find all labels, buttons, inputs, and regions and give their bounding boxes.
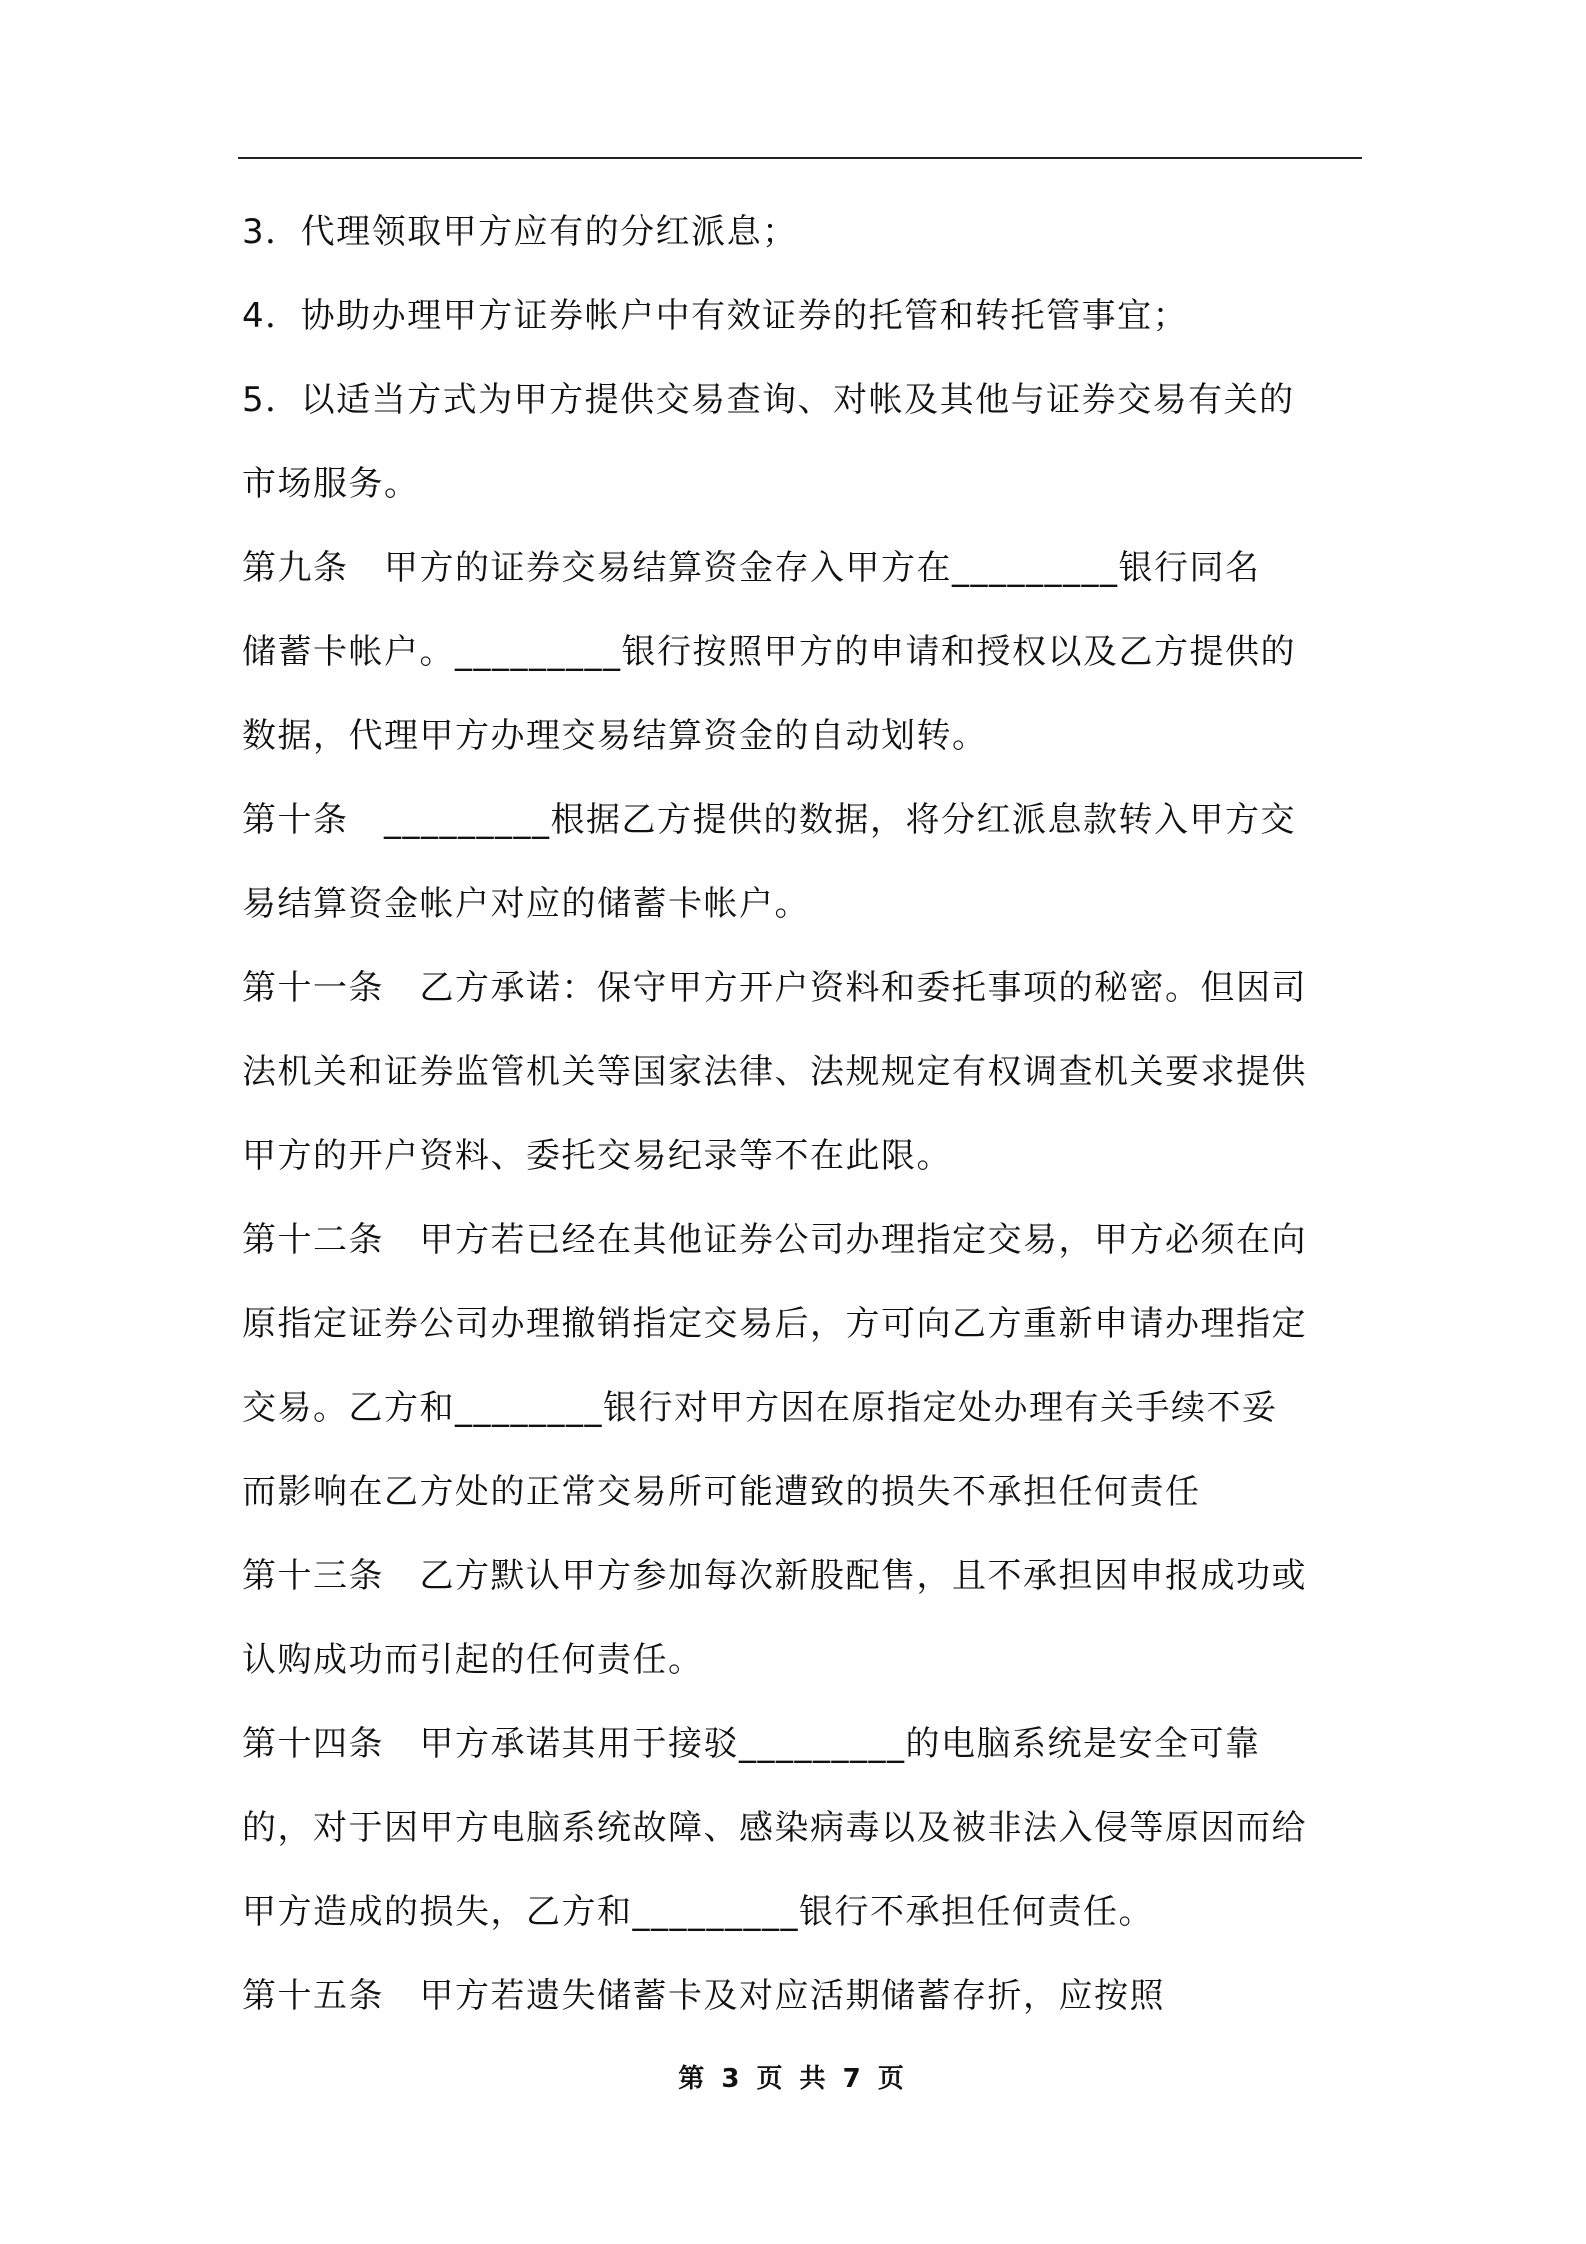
- body-line: 的，对于因甲方电脑系统故障、感染病毒以及被非法入侵等原因而给: [242, 1808, 1307, 1848]
- header-rule: [238, 157, 1362, 159]
- body-line: 数据，代理甲方办理交易结算资金的自动划转。: [242, 716, 988, 756]
- body-line: 市场服务。: [242, 464, 420, 504]
- body-line: 甲方的开户资料、委托交易纪录等不在此限。: [242, 1136, 952, 1176]
- body-line: 5．以适当方式为甲方提供交易查询、对帐及其他与证券交易有关的: [242, 380, 1295, 420]
- body-line: 易结算资金帐户对应的储蓄卡帐户。: [242, 884, 810, 924]
- body-line: 储蓄卡帐户。_________银行按照甲方的申请和授权以及乙方提供的: [242, 632, 1296, 672]
- body-line: 甲方造成的损失，乙方和_________银行不承担任何责任。: [242, 1892, 1154, 1932]
- article-15-line: 第十五条 甲方若遗失储蓄卡及对应活期储蓄存折，应按照: [242, 1976, 1165, 2016]
- body-line: 而影响在乙方处的正常交易所可能遭致的损失不承担任何责任: [242, 1472, 1201, 1512]
- body-line: 交易。乙方和________银行对甲方因在原指定处办理有关手续不妥: [242, 1388, 1278, 1428]
- article-12-line: 第十二条 甲方若已经在其他证券公司办理指定交易，甲方必须在向: [242, 1220, 1307, 1260]
- article-14-line: 第十四条 甲方承诺其用于接驳_________的电脑系统是安全可靠: [242, 1724, 1261, 1764]
- article-9-line: 第九条 甲方的证券交易结算资金存入甲方在_________银行同名: [242, 548, 1261, 588]
- page-number: 第 3 页 共 7 页: [678, 2064, 908, 2094]
- article-11-line: 第十一条 乙方承诺：保守甲方开户资料和委托事项的秘密。但因司: [242, 968, 1307, 1008]
- body-line: 原指定证券公司办理撤销指定交易后，方可向乙方重新申请办理指定: [242, 1304, 1307, 1344]
- body-line: 4．协助办理甲方证券帐户中有效证券的托管和转托管事宜；: [242, 296, 1189, 336]
- body-line: 3．代理领取甲方应有的分红派息；: [242, 212, 798, 252]
- article-13-line: 第十三条 乙方默认甲方参加每次新股配售，且不承担因申报成功或: [242, 1556, 1307, 1596]
- body-line: 法机关和证券监管机关等国家法律、法规规定有权调查机关要求提供: [242, 1052, 1307, 1092]
- article-10-line: 第十条 _________根据乙方提供的数据，将分红派息款转入甲方交: [242, 800, 1296, 840]
- body-line: 认购成功而引起的任何责任。: [242, 1640, 704, 1680]
- document-body: [242, 190, 1362, 2038]
